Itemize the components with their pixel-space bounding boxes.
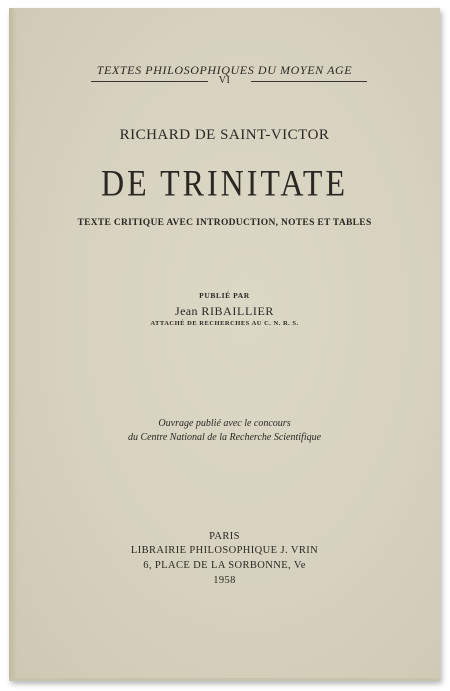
volume-number: VI [218, 75, 231, 86]
editor-affiliation: ATTACHÉ DE RECHERCHES AU C. N. R. S. [150, 320, 299, 327]
imprint-year: 1958 [213, 575, 236, 586]
imprint-city: PARIS [209, 531, 240, 542]
published-by-label: PUBLIÉ PAR [199, 291, 250, 300]
editor-first-name: Jean [175, 304, 198, 318]
funding-notice-line-2: du Centre National de la Recherche Scientifique [127, 432, 322, 443]
page-edge [9, 678, 440, 681]
funding-notice-line-1: Ouvrage publié avec le concours [158, 418, 291, 429]
author-name: RICHARD DE SAINT-VICTOR [119, 127, 330, 143]
imprint-address: 6, PLACE DE LA SORBONNE, Ve [143, 560, 306, 571]
book-cover [9, 8, 440, 681]
book-subtitle: TEXTE CRITIQUE AVEC INTRODUCTION, NOTES ET TABLES [77, 218, 372, 228]
series-title: TEXTES PHILOSOPHIQUES DU MOYEN AGE [96, 63, 353, 77]
imprint-publisher: LIBRAIRIE PHILOSOPHIQUE J. VRIN [130, 545, 319, 556]
editor-last-name: RIBAILLIER [201, 304, 274, 318]
editor-name [9, 304, 440, 319]
book-title: DE TRINITATE [100, 162, 349, 204]
